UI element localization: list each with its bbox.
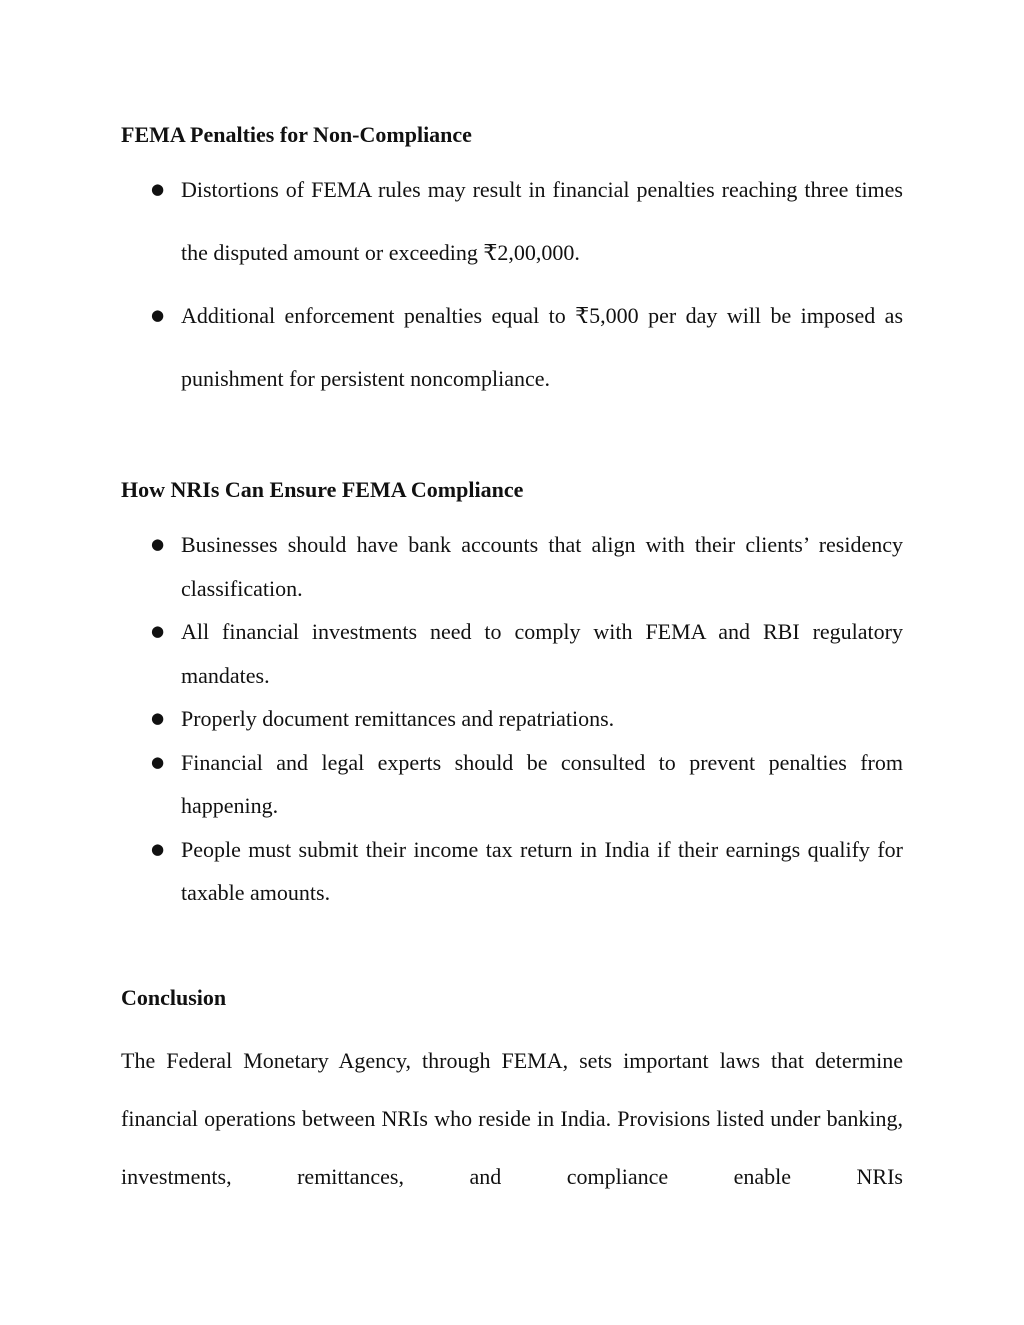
list-item: [0, 610, 903, 697]
section-heading-compliance: How NRIs Can Ensure FEMA Compliance: [121, 477, 524, 502]
list-item-text: Distortions of FEMA rules may result in financial penalties reaching three times the disputed amount or exceeding ₹2,00,000.: [181, 177, 903, 265]
conclusion-paragraph: The Federal Monetary Agency, through FEMA, sets important laws that determine financial operations between NRIs who reside in India. Provisions listed under banking, investments, remittances, and compliance enable NRIs: [121, 1048, 903, 1189]
bullet-icon: ●: [151, 839, 165, 858]
section-heading-penalties: FEMA Penalties for Non-Compliance: [121, 122, 472, 147]
compliance-list: [0, 523, 1024, 915]
bullet-icon: ●: [151, 535, 165, 553]
bullet-icon: ●: [151, 180, 165, 198]
list-item: [0, 741, 903, 828]
list-item-text: Financial and legal experts should be consulted to prevent penalties from happening.: [181, 749, 903, 818]
bullet-icon: ●: [151, 752, 165, 771]
list-item: [0, 284, 903, 410]
bullet-icon: ●: [151, 306, 165, 324]
list-item-text: Businesses should have bank accounts that align with their clients’ residency classification.: [181, 532, 903, 601]
list-item: [0, 828, 903, 915]
bullet-icon: ●: [151, 622, 165, 640]
list-item: [0, 158, 903, 284]
list-item-text: All financial investments need to comply with FEMA and RBI regulatory mandates.: [181, 619, 903, 688]
list-item-text: Additional enforcement penalties equal to ₹5,000 per day will be imposed as punishment for persistent noncompliance.: [181, 303, 903, 391]
list-item-text: Properly document remittances and repatriations.: [181, 706, 615, 731]
list-item-text: People must submit their income tax return in India if their earnings qualify for taxable amounts.: [181, 836, 903, 905]
penalties-list: [0, 158, 1024, 410]
bullet-icon: ●: [151, 709, 165, 727]
list-item: [0, 523, 903, 610]
list-item: [0, 697, 903, 741]
section-heading-conclusion: Conclusion: [121, 985, 227, 1010]
